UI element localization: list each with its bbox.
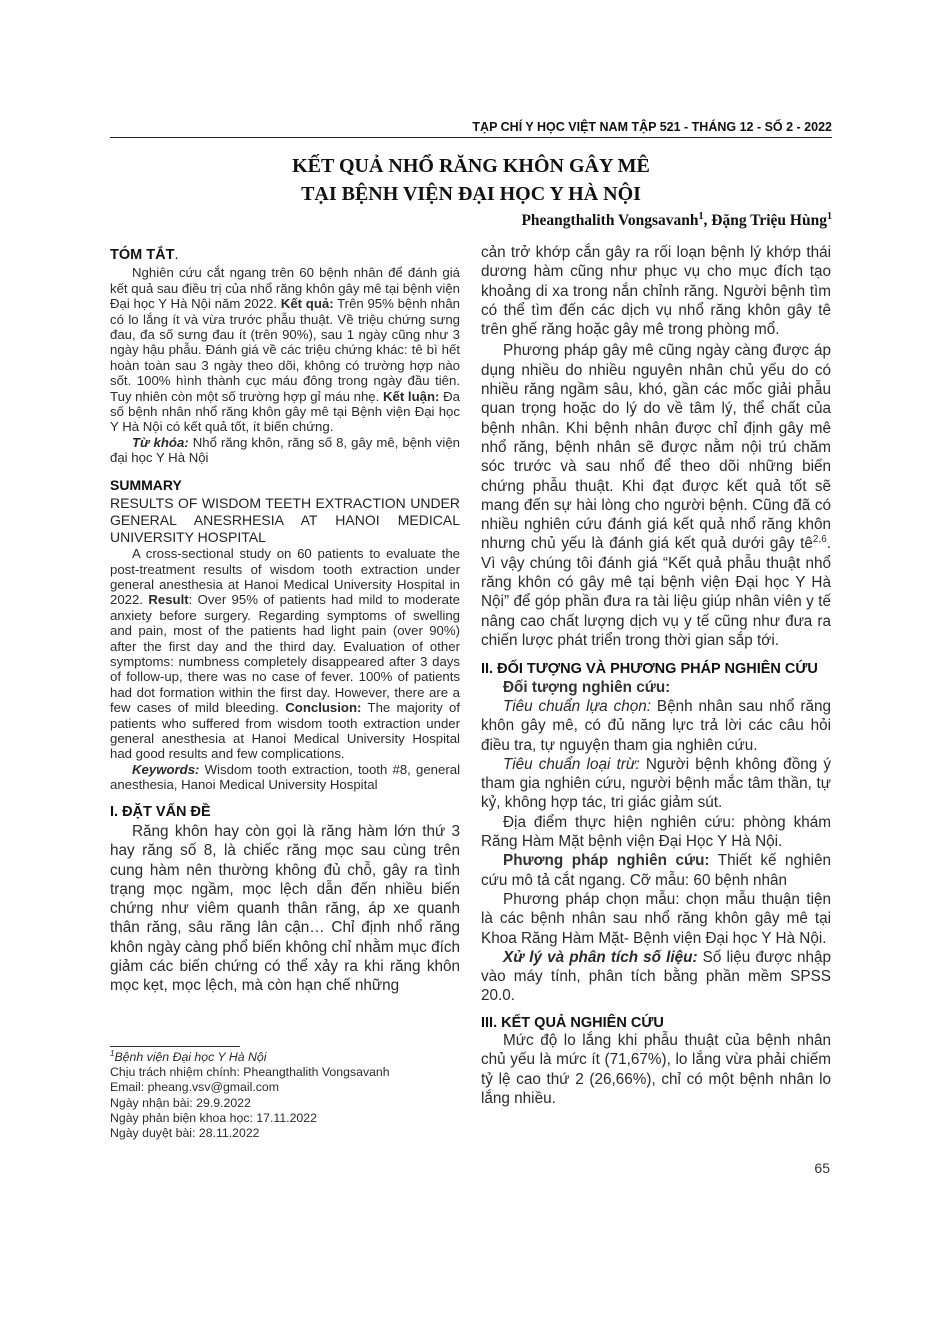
footnote-email: Email: pheang.vsv@gmail.com bbox=[110, 1080, 279, 1095]
summary-keywords-label: Keywords: bbox=[132, 761, 200, 777]
author-1-affiliation: 1 bbox=[698, 210, 704, 222]
author-2-affiliation: 1 bbox=[826, 210, 832, 222]
footnote-affiliation-sup: 1 bbox=[110, 1048, 115, 1058]
analysis-label: Xử lý và phân tích số liệu: bbox=[503, 948, 698, 966]
section-1-citation: 2,6 bbox=[812, 534, 827, 546]
method-label: Phương pháp nghiên cứu: bbox=[503, 852, 710, 870]
section-1-paragraph-2-text-b: . Vì vậy chúng tôi đánh giá “Kết quả phẫu thuật nhổ răng khôn có gây mê tại bệnh viện Đại học Y Hà Nội” để góp phần đưa ra tài liệu giúp nhân viên y tế nâng cao chất lượng dịch vụ y tế cũng như đưa ra chiến lược phát triển trong thời gian sắp tới. bbox=[481, 535, 831, 649]
article-title bbox=[110, 152, 832, 208]
right-column bbox=[481, 243, 831, 1108]
abstract-vi-heading-text: TÓM TẮT bbox=[110, 247, 175, 263]
section-1-paragraph-1-continued: cản trở khớp cắn gây ra rối loạn bệnh lý khớp thái dương hàm cũng như phục vụ cho mục đích tạo khoảng di xa trong nắn chỉnh răng. Người bệnh tìm có thể tìm đến các dịch vụ nhổ răng khôn gây tê trên ghế răng hoặc gây mê trong phòng mổ. bbox=[481, 244, 831, 339]
summary-body bbox=[110, 546, 460, 762]
abstract-vi-result-label: Kết quả: bbox=[280, 296, 334, 312]
footnote-corresponding: Chịu trách nhiệm chính: Pheangthalith Vongsavanh bbox=[110, 1065, 390, 1080]
footnote-affiliation bbox=[110, 1050, 460, 1065]
summary-text-b: : Over 95% of patients had mild to moderate anxiety before surgery. Regarding symptoms of swelling and pain, most of the patients had light pain (over 90%) after the first day and the third day. Evaluation of other symptoms: numbness completely disappeared after 3 days of follow-up, there was no case of fever. 100% of patients had dot formation within the first day. However, there are a few cases of mild bleeding. bbox=[110, 592, 461, 716]
data-analysis bbox=[481, 948, 831, 1006]
summary-text-a: A cross-sectional study on 60 patients to evaluate the post-treatment results of wisdom tooth extraction under general anesthesia at Hanoi Medical University Hospital in 2022. bbox=[110, 546, 460, 608]
author-separator: , bbox=[703, 212, 712, 229]
abstract-vi-keywords-label: Từ khóa: bbox=[132, 434, 189, 450]
abstract-vi-text-b: Trên 95% bệnh nhân có lo lắng ít và vừa trước phẫu thuật. Về triệu chứng sưng đau, đa số sưng đau ít (trên 90%), sau 1 ngày cũng như 3 ngày hậu phẫu. Đánh giá về các triệu chứng khác: tê bì hết hoàn toàn sau 3 ngày theo dõi, không có trường hợp nào sốt. 100% hình thành cục máu đông trong ngày đầu tiên. Tuy nhiên còn một số trường hợp gỉ máu nhẹ. bbox=[110, 296, 461, 404]
abstract-vi-text-a: Nghiên cứu cắt ngang trên 60 bệnh nhân để đánh giá kết quả sau điều trị của nhổ răng khôn gây mê tại bệnh viện Đại học Y Hà Nội năm 2022. bbox=[110, 265, 460, 312]
footnote-affiliation-text: Bệnh viện Đại học Y Hà Nội bbox=[114, 1050, 267, 1064]
study-location: Địa điểm thực hiện nghiên cứu: phòng khám Răng Hàm Mặt bệnh viện Đại Học Y Hà Nội. bbox=[481, 813, 831, 851]
section-2-heading: II. ĐỐI TƯỢNG VÀ PHƯƠNG PHÁP NGHIÊN CỨU bbox=[481, 661, 818, 678]
inclusion-criteria bbox=[481, 697, 831, 755]
study-method bbox=[481, 851, 831, 890]
section-1-paragraph-2-text-a: Phương pháp gây mê cũng ngày càng được áp dụng nhiều do nhiều nguyên nhân chủ yếu do có nhiều răng ngầm sâu, khó, gần các mốc giải phẫu quan trọng hoặc do lý do về tâm lý, thể chất của bệnh nhân. Khi bệnh nhân được chỉ định gây mê nhổ răng, bệnh nhân sẽ được nằm nội trú chăm sóc trước và sau nhổ để theo dõi những biến chứng phẫu thuật. Khi đạt được kết quả tốt sẽ mang đến sự hài lòng cho người bệnh. Cũng đã có nhiều nghiên cứu đánh giá kết quả nhổ răng khôn nhưng chủ yếu là đánh giá kết quả dưới gây tê bbox=[481, 342, 831, 553]
inclusion-label: Tiêu chuẩn lựa chọn: bbox=[503, 697, 651, 715]
author-1: Pheangthalith Vongsavanh bbox=[521, 212, 699, 229]
summary-title: RESULTS OF WISDOM TEETH EXTRACTION UNDER GENERAL ANESRHESIA AT HANOI MEDICAL UNIVERSITY HOSPITAL bbox=[110, 495, 460, 546]
summary-keywords bbox=[110, 762, 460, 793]
header-rule bbox=[110, 137, 832, 138]
abstract-vi-text-c: Đa số bệnh nhân nhổ răng khôn gây mê tại Bệnh viện Đại học Y Hà Nội có kết quả tốt, ít biến chứng. bbox=[110, 388, 460, 435]
author-2: Đặng Triệu Hùng bbox=[711, 212, 827, 229]
subjects-heading: Đối tượng nghiên cứu: bbox=[503, 678, 671, 696]
abstract-vi-conclusion-label: Kết luận: bbox=[382, 388, 440, 404]
summary-keywords-text: Wisdom tooth extraction, tooth #8, general anesthesia, Hanoi Medical University Hospital bbox=[110, 761, 460, 793]
section-1-heading: I. ĐẶT VẤN ĐỀ bbox=[110, 803, 211, 820]
sampling-method: Phương pháp chọn mẫu: chọn mẫu thuận tiện là các bệnh nhân sau nhổ răng khôn gây mê tại Khoa Răng Hàm Mặt- Bệnh viện Đại học Y Hà Nội. bbox=[481, 890, 831, 947]
abstract-vi-keywords-text: Nhổ răng khôn, răng số 8, gây mê, bệnh viện đại học Y Hà Nội bbox=[110, 434, 460, 466]
exclusion-criteria bbox=[481, 755, 831, 813]
abstract-vi-heading bbox=[110, 248, 460, 263]
summary-result-label: Result bbox=[148, 592, 189, 608]
summary-heading: SUMMARY bbox=[110, 476, 182, 493]
footnote-rule bbox=[110, 1046, 240, 1047]
abstract-vi-heading-dot: . bbox=[174, 247, 179, 263]
author-list bbox=[110, 212, 832, 230]
abstract-vi-keywords bbox=[110, 435, 460, 466]
section-3-paragraph-1: Mức độ lo lắng khi phẫu thuật của bệnh nhân chủ yếu là mức ít (71,67%), lo lắng vừa phải chiếm tỷ lệ cao thứ 2 (26,66%), chỉ có một bệnh nhân lo lắng nhiều. bbox=[481, 1032, 831, 1107]
summary-text-c: The majority of patients who suffered from wisdom tooth extraction under general anesthesia at Hanoi Medical University Hospital had good results and few complications. bbox=[110, 700, 461, 762]
exclusion-text: Người bệnh không đồng ý tham gia nghiên cứu, người bệnh mắc tâm thần, tự kỷ, không hợp tác, tri giác giảm sút. bbox=[481, 755, 831, 812]
footnote-reviewed: Ngày phản biện khoa học: 17.11.2022 bbox=[110, 1110, 317, 1125]
analysis-text: Số liệu được nhập vào máy tính, phân tích bằng phần mềm SPSS 20.0. bbox=[481, 948, 831, 1005]
inclusion-text: Bệnh nhân sau nhổ răng khôn gây mê, có đủ năng lực trả lời các câu hỏi điều tra, tự nguyện tham gia nghiên cứu. bbox=[481, 697, 831, 754]
journal-header: TẠP CHÍ Y HỌC VIỆT NAM TẬP 521 - THÁNG 12 - SỐ 2 - 2022 bbox=[472, 120, 832, 134]
abstract-vi-body bbox=[110, 265, 460, 434]
section-1-paragraph-2 bbox=[481, 341, 831, 650]
section-1-paragraph-1: Răng khôn hay còn gọi là răng hàm lớn thứ 3 hay răng số 8, là chiếc răng mọc sau cùng trên cung hàm nên thường không đủ chỗ, gây ra tình trạng mọc ngầm, mọc lệch dẫn đến nhiều biến chứng như viêm quanh thân răng, áp xe quanh thân răng, sâu răng lân cận… Chỉ định nhổ răng khôn ngày càng phổ biến không chỉ nhằm mục đích giảm các biến chứng có thể xảy ra khi răng khôn mọc kẹt, mọc lệch, mà còn hạn chế những bbox=[110, 823, 460, 995]
footnotes bbox=[110, 1050, 460, 1141]
left-column bbox=[110, 242, 460, 996]
footnote-accepted: Ngày duyệt bài: 28.11.2022 bbox=[110, 1126, 260, 1141]
exclusion-label: Tiêu chuẩn loại trừ: bbox=[503, 755, 640, 773]
footnote-received: Ngày nhận bài: 29.9.2022 bbox=[110, 1095, 251, 1110]
page-number: 65 bbox=[814, 1160, 830, 1176]
title-line-1: KẾT QUẢ NHỔ RĂNG KHÔN GÂY MÊ bbox=[292, 155, 650, 177]
summary-conclusion-label: Conclusion: bbox=[285, 700, 362, 716]
section-3-heading: III. KẾT QUẢ NGHIÊN CỨU bbox=[481, 1014, 664, 1031]
title-line-2: TẠI BỆNH VIỆN ĐẠI HỌC Y HÀ NỘI bbox=[301, 183, 641, 205]
method-text: Thiết kế nghiên cứu mô tả cắt ngang. Cỡ mẫu: 60 bệnh nhân bbox=[481, 852, 831, 889]
